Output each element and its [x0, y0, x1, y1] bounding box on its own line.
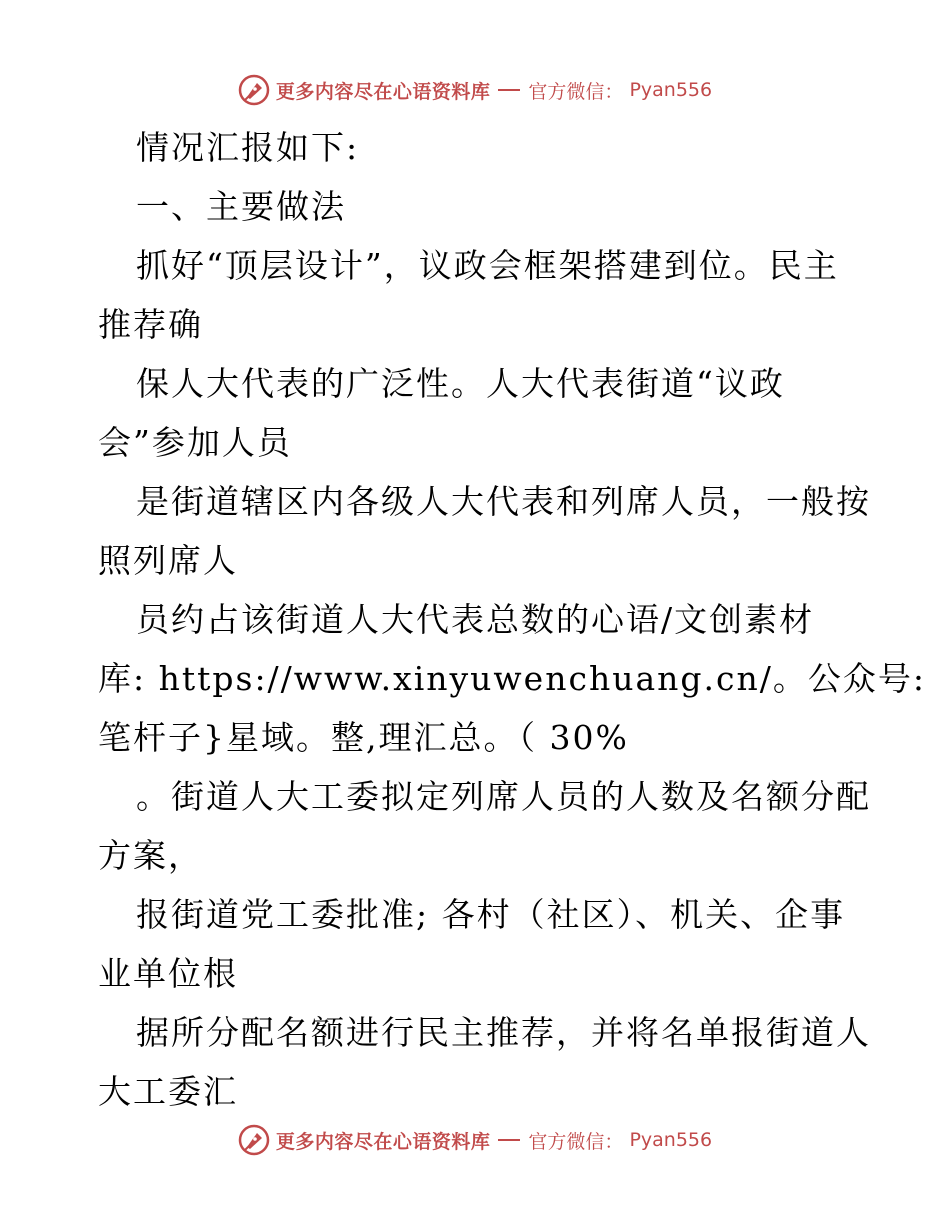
banner-dash — [498, 1139, 520, 1141]
banner-dash — [498, 89, 520, 91]
text-line: 。街道人大工委拟定列席人员的人数及名额分配 — [136, 777, 871, 816]
text-line: 会”参加人员 — [98, 423, 292, 462]
pen-nib-logo-icon — [238, 1124, 270, 1156]
text-line: 是街道辖区内各级人大代表和列席人员，一般按 — [136, 482, 871, 521]
banner-wechat-label: 官方微信： — [528, 1130, 624, 1153]
banner-wechat-id: Pyan556 — [629, 79, 713, 101]
pen-nib-logo-icon — [238, 74, 270, 106]
header-banner — [0, 72, 950, 108]
text-line: 大工委汇 — [98, 1072, 238, 1111]
text-line: 照列席人 — [98, 541, 238, 580]
text-line: 员约占该街道人大代表总数的心语/文创素材 — [136, 600, 815, 639]
text-line: 报街道党工委批准; 各村（社区）、机关、企事 — [136, 895, 846, 934]
text-line: 笔杆子}星域。整,理汇总。（ 30% — [98, 718, 629, 757]
text-line: 方案， — [98, 836, 203, 875]
text-line: 保人大代表的广泛性。人大代表街道“议政 — [136, 364, 785, 403]
text-line: 业单位根 — [98, 954, 238, 993]
document-body — [98, 118, 926, 1121]
text-line: 推荐确 — [98, 305, 203, 344]
banner-wechat-label: 官方微信： — [528, 80, 624, 103]
text-line: 据所分配名额进行民主推荐，并将名单报街道人 — [136, 1013, 871, 1052]
banner-text: 更多内容尽在心语资料库 — [275, 1130, 491, 1153]
footer-banner — [0, 1122, 950, 1158]
banner-wechat-id: Pyan556 — [629, 1129, 713, 1151]
banner-text: 更多内容尽在心语资料库 — [275, 80, 491, 103]
text-line: 抓好“顶层设计”，议政会框架搭建到位。民主 — [136, 246, 839, 285]
text-line: 情况汇报如下: — [136, 128, 360, 167]
text-line: 库: https://www.xinyuwenchuang.cn/。公众号: — [98, 659, 926, 698]
section-heading: 一、主要做法 — [136, 187, 346, 226]
